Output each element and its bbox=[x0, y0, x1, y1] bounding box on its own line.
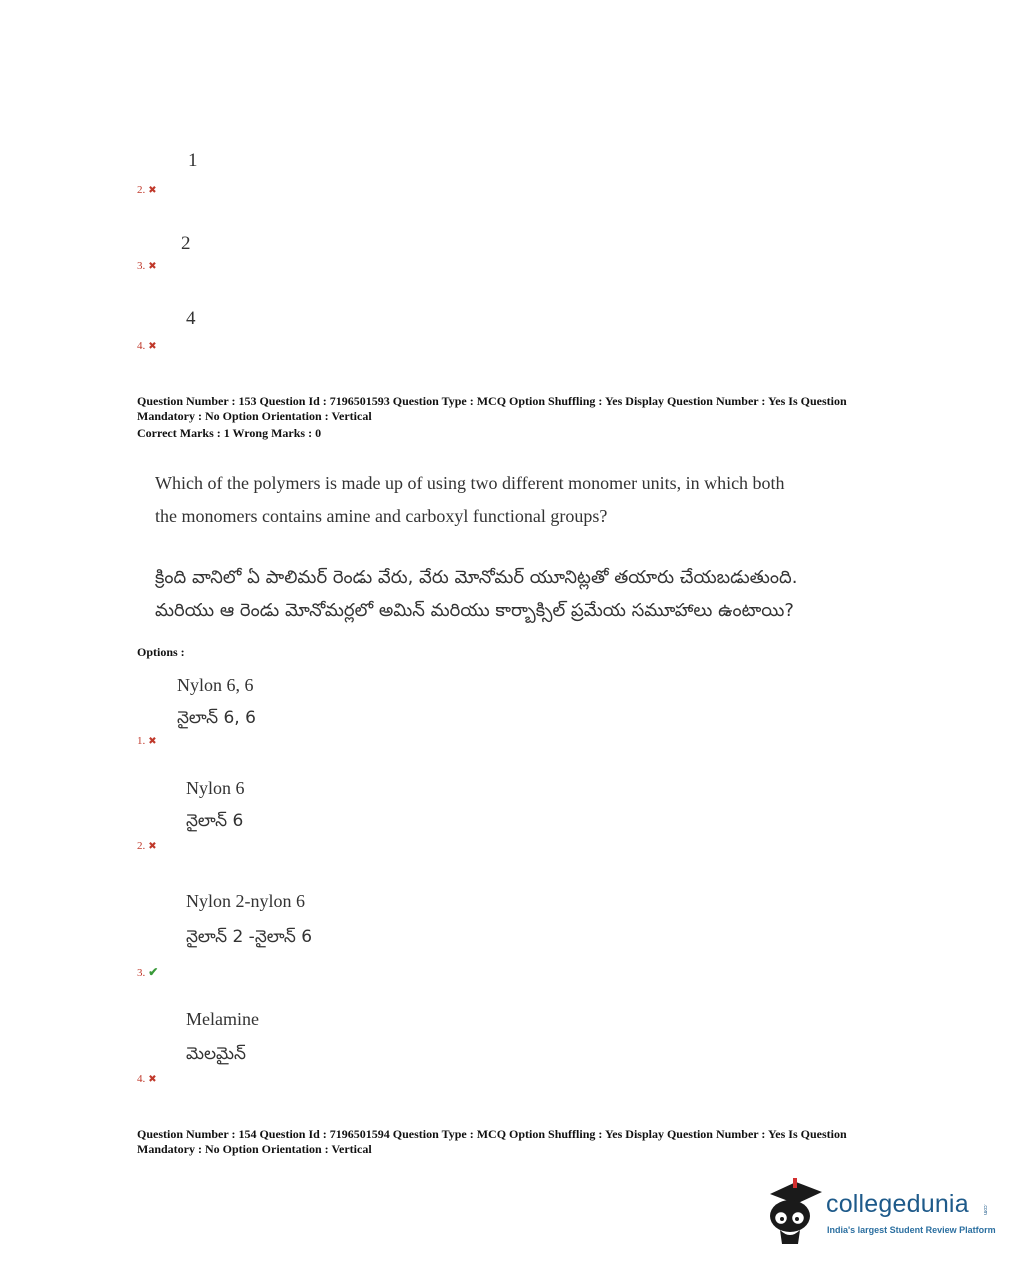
option-number: 2. bbox=[137, 840, 146, 852]
option-text-telugu: మెలమైన్ bbox=[186, 1044, 246, 1064]
option-text-telugu: నైలాన్ 2 -నైలాన్ 6 bbox=[186, 927, 313, 947]
cross-icon: ✖ bbox=[148, 841, 157, 852]
option-text-english: Melamine bbox=[186, 1009, 259, 1029]
cross-icon: ✖ bbox=[148, 261, 157, 272]
option-number: 2. bbox=[137, 184, 146, 196]
question-text-line: the monomers contains amine and carboxyl functional groups? bbox=[155, 506, 608, 526]
question-marks: Correct Marks : 1 Wrong Marks : 0 bbox=[137, 426, 322, 440]
question-meta bbox=[137, 1127, 917, 1157]
options-label: Options : bbox=[137, 645, 185, 659]
question-meta-line: Mandatory : No Option Orientation : Vertical bbox=[137, 1142, 372, 1156]
cross-icon: ✖ bbox=[148, 1074, 157, 1085]
question-meta-line: Question Number : 154 Question Id : 7196501594 Question Type : MCQ Option Shuffling : Yes Display Question Number : Yes Is Question bbox=[137, 1127, 847, 1141]
option-marker-correct bbox=[137, 965, 158, 980]
question-meta-line: Mandatory : No Option Orientation : Vertical bbox=[137, 409, 372, 423]
prev-option-value: 4 bbox=[186, 308, 196, 329]
option-text-english: Nylon 6 bbox=[186, 778, 245, 798]
option-text-english: Nylon 6, 6 bbox=[177, 675, 254, 695]
prev-option-marker bbox=[137, 260, 157, 272]
check-icon: ✔ bbox=[148, 965, 159, 979]
prev-option-value: 2 bbox=[181, 233, 191, 254]
option-number: 3. bbox=[137, 967, 146, 979]
question-text-line: మరియు ఆ రెండు మోనోమర్లలో అమిన్ మరియు కార్బాక్సిల్ ప్రమేయ సమూహాలు ఉంటాయి? bbox=[155, 600, 794, 621]
question-text-english bbox=[155, 467, 855, 533]
cross-icon: ✖ bbox=[148, 736, 157, 747]
collegedunia-logo[interactable] bbox=[766, 1178, 996, 1248]
cross-icon: ✖ bbox=[148, 185, 157, 196]
option-marker bbox=[137, 840, 157, 852]
cross-icon: ✖ bbox=[148, 341, 157, 352]
option-number: 3. bbox=[137, 260, 146, 272]
option-text-telugu: నైలాన్ 6 bbox=[186, 811, 244, 831]
option-number: 4. bbox=[137, 1073, 146, 1085]
question-text-line: Which of the polymers is made up of using two different monomer units, in which both bbox=[155, 473, 785, 493]
mascot-icon bbox=[766, 1178, 824, 1248]
option-marker bbox=[137, 1073, 157, 1085]
question-text-line: క్రింది వానిలో ఏ పాలిమర్ రెండు వేరు, వేరు మోనోమర్ యూనిట్లతో తయారు చేయబడుతుంది. bbox=[155, 567, 798, 588]
option-number: 4. bbox=[137, 340, 146, 352]
option-text-english: Nylon 2-nylon 6 bbox=[186, 891, 305, 911]
question-text-telugu bbox=[155, 561, 855, 627]
prev-option-marker bbox=[137, 340, 157, 352]
logo-wordmark: collegedunia bbox=[826, 1190, 969, 1218]
question-meta-line: Question Number : 153 Question Id : 7196501593 Question Type : MCQ Option Shuffling : Yes Display Question Number : Yes Is Question bbox=[137, 394, 847, 408]
prev-option-value: 1 bbox=[188, 150, 198, 171]
option-text-telugu: నైలాన్ 6, 6 bbox=[177, 708, 256, 728]
option-number: 1. bbox=[137, 735, 146, 747]
logo-tagline: India's largest Student Review Platform bbox=[827, 1225, 996, 1235]
option-marker bbox=[137, 735, 157, 747]
question-meta bbox=[137, 394, 917, 441]
logo-suffix: .com bbox=[982, 1204, 988, 1215]
prev-option-marker bbox=[137, 184, 157, 196]
